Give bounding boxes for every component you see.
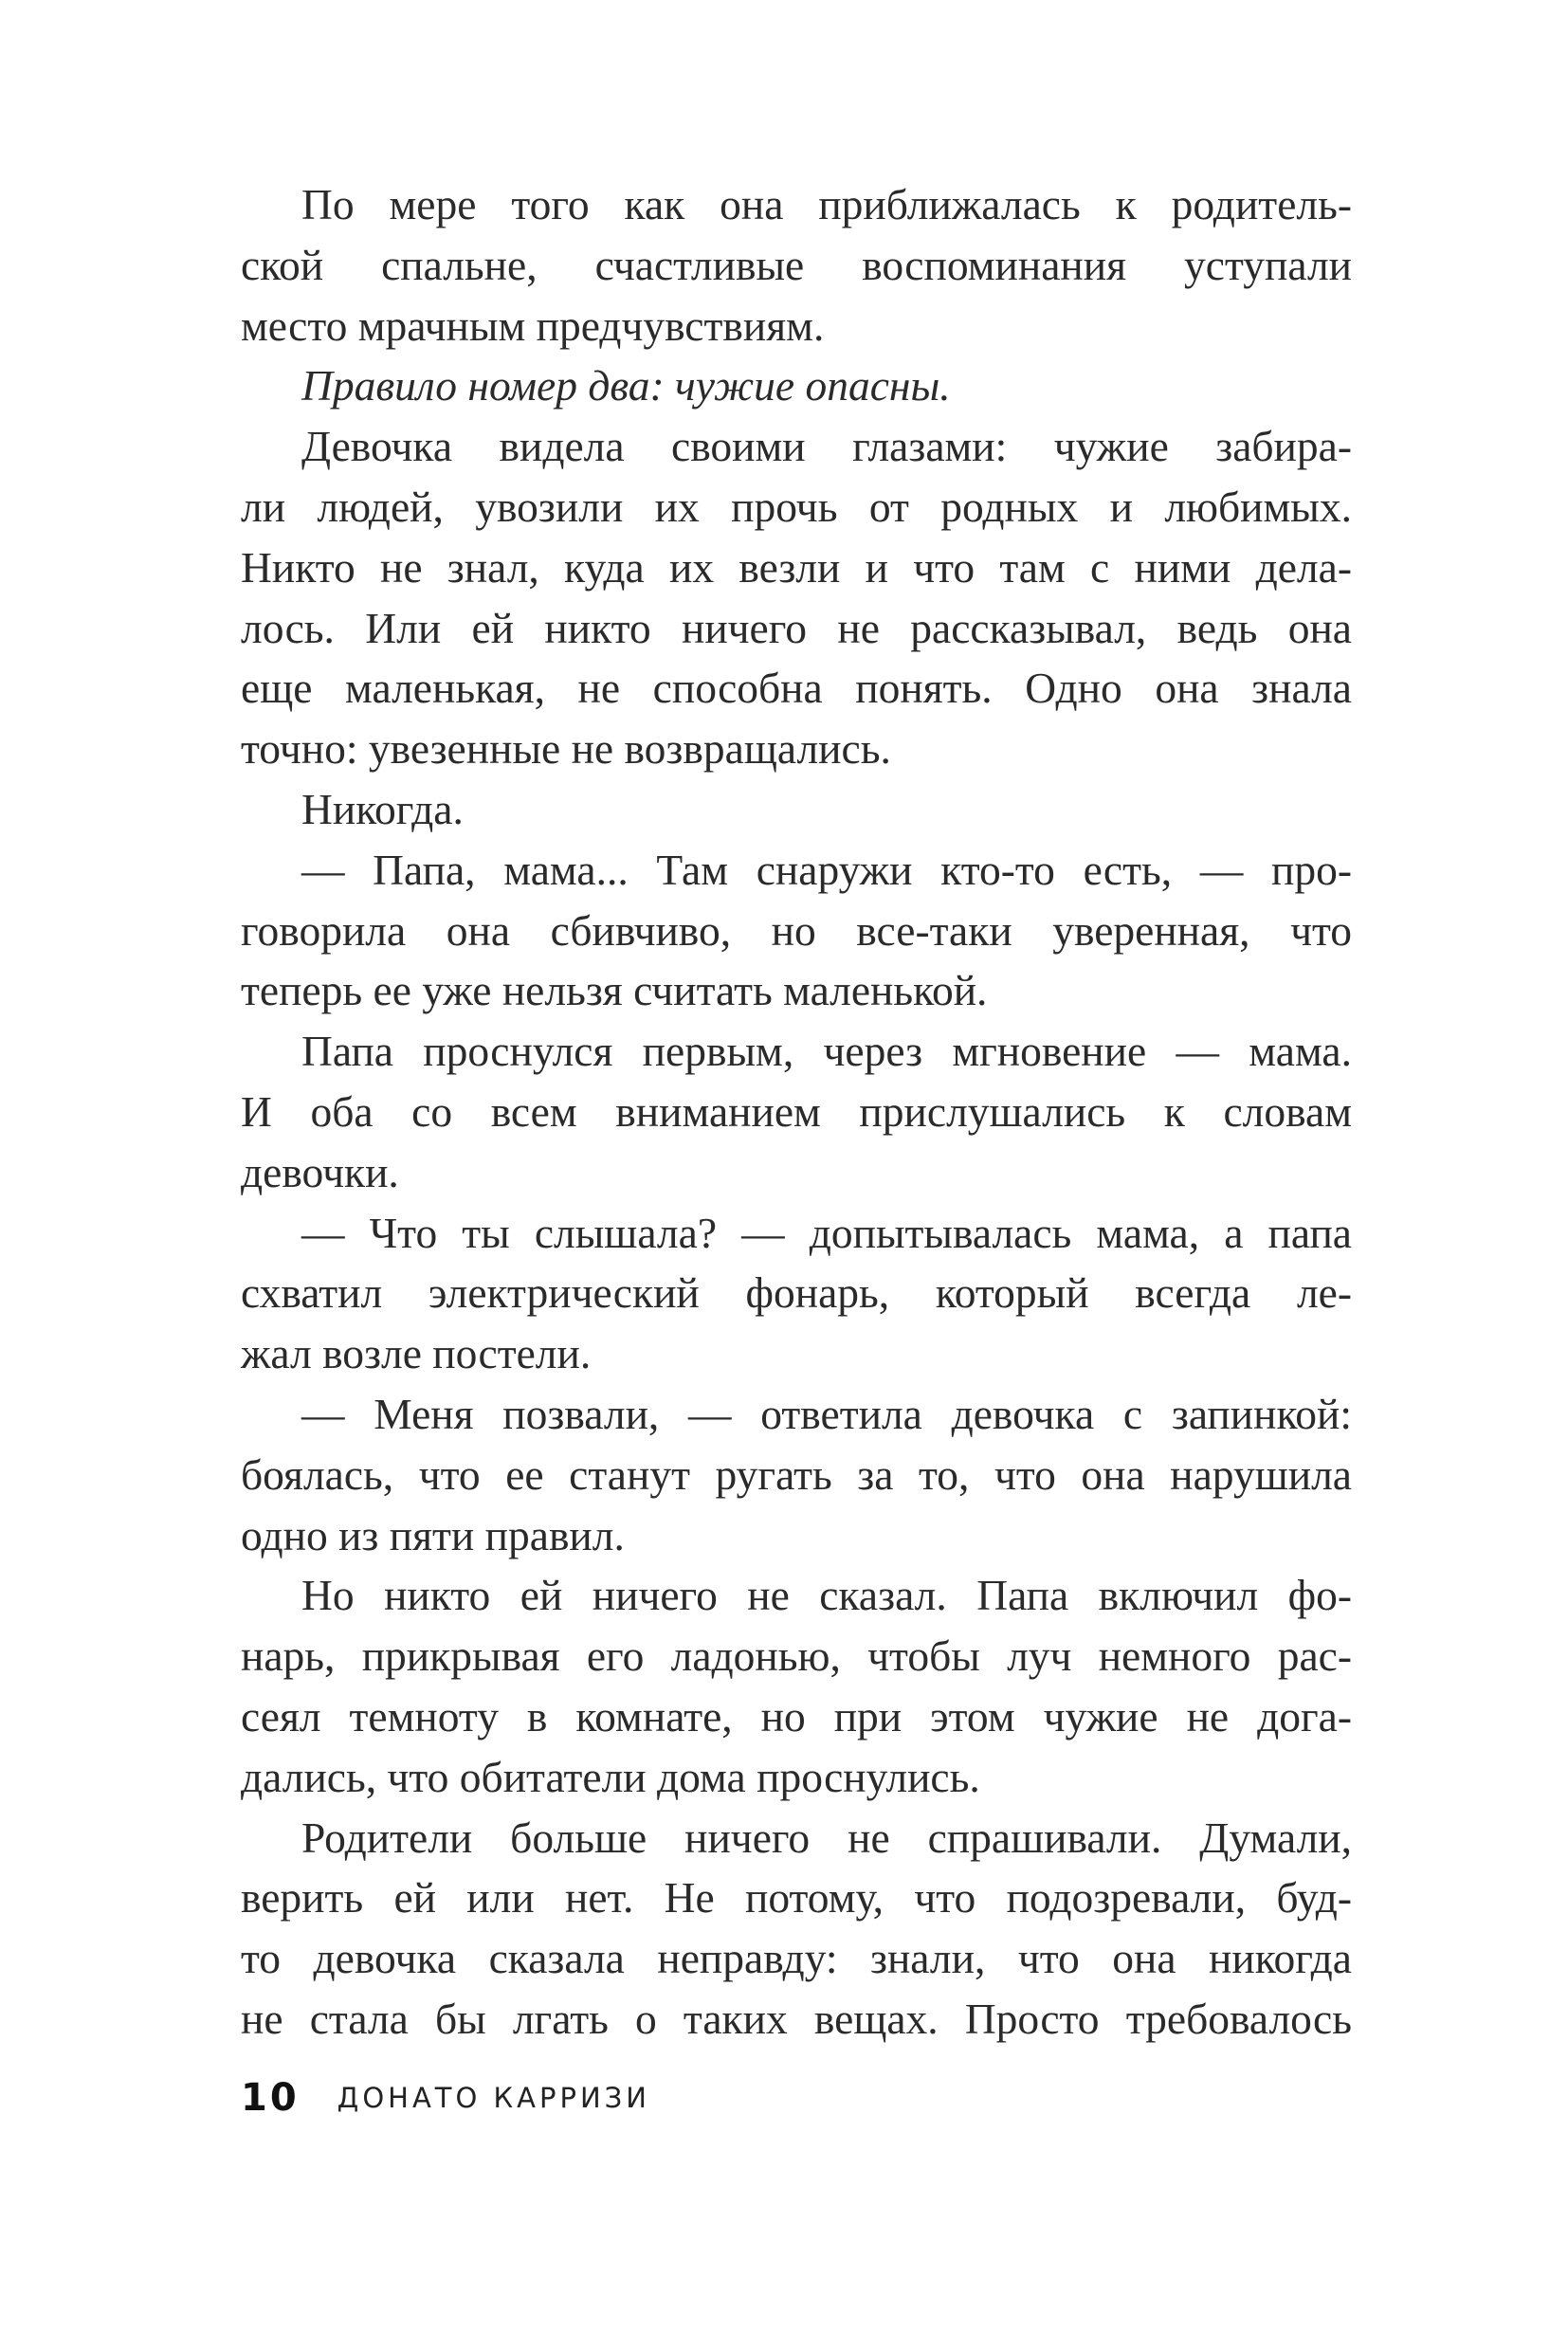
text-line: место мрачным предчувствиям. (241, 301, 825, 350)
text-line: верить ей или нет. Не потому, что подозревали, буд- (241, 1873, 1352, 1923)
running-head-author: ДОНАТО КАРРИЗИ (337, 2082, 650, 2114)
text-line: сеял темноту в комнате, но при этом чужие не дога- (241, 1691, 1352, 1740)
text-line: И оба со всем вниманием прислушались к словам (241, 1086, 1352, 1136)
text-line: точно: увезенные не возвращались. (241, 724, 891, 774)
text-line: одно из пяти правил. (241, 1510, 625, 1559)
page-number: 10 (241, 2076, 300, 2120)
text-line: девочки. (241, 1147, 399, 1196)
text-line: не стала бы лгать о таких вещах. Просто требовалось (241, 1994, 1352, 2043)
text-line: дались, что обитатели дома проснулись. (241, 1752, 980, 1801)
text-line: нарь, прикрывая его ладонью, чтобы луч немного рас- (241, 1631, 1352, 1681)
text-line: Никто не знал, куда их везли и что там с ними дела- (241, 542, 1352, 592)
text-line: схватил электрический фонарь, который всегда ле- (241, 1268, 1352, 1318)
text-line: — Папа, мама... Там снаружи кто-то есть, — про- (301, 845, 1352, 894)
text-line: — Что ты слышала? — допытывалась мама, а папа (301, 1208, 1352, 1257)
text-line: Но никто ей ничего не сказал. Папа включил фо- (301, 1571, 1352, 1620)
text-line: Правило номер два: чужие опасны. (301, 361, 951, 410)
text-line: По мере того как она приближалась к родитель- (301, 180, 1352, 228)
text-line: то девочка сказала неправду: знали, что она никогда (241, 1934, 1352, 1983)
text-line: — Меня позвали, — ответила девочка с запинкой: (301, 1389, 1352, 1438)
text-line: теперь ее уже нельзя считать маленькой. (241, 966, 988, 1015)
text-line: Никогда. (301, 784, 464, 833)
body-text (241, 174, 1352, 2050)
page-footer (241, 2074, 650, 2122)
text-line: еще маленькая, не способна понять. Одно она знала (241, 664, 1352, 713)
text-line: ской спальне, счастливые воспоминания уступали (241, 240, 1352, 289)
text-line: лось. Или ей никто ничего не рассказывал, ведь она (241, 603, 1352, 652)
text-line: ли людей, увозили их прочь от родных и любимых. (241, 482, 1352, 531)
text-line: Родители больше ничего не спрашивали. Думали, (301, 1813, 1352, 1862)
text-line: говорила она сбивчиво, но все-таки уверенная, что (241, 905, 1352, 955)
text-line: Девочка видела своими глазами: чужие забира- (301, 422, 1352, 471)
text-line: боялась, что ее станут ругать за то, что она нарушила (241, 1449, 1352, 1499)
text-line: Папа проснулся первым, через мгновение — мама. (301, 1027, 1352, 1076)
text-line: жал возле постели. (241, 1329, 592, 1378)
